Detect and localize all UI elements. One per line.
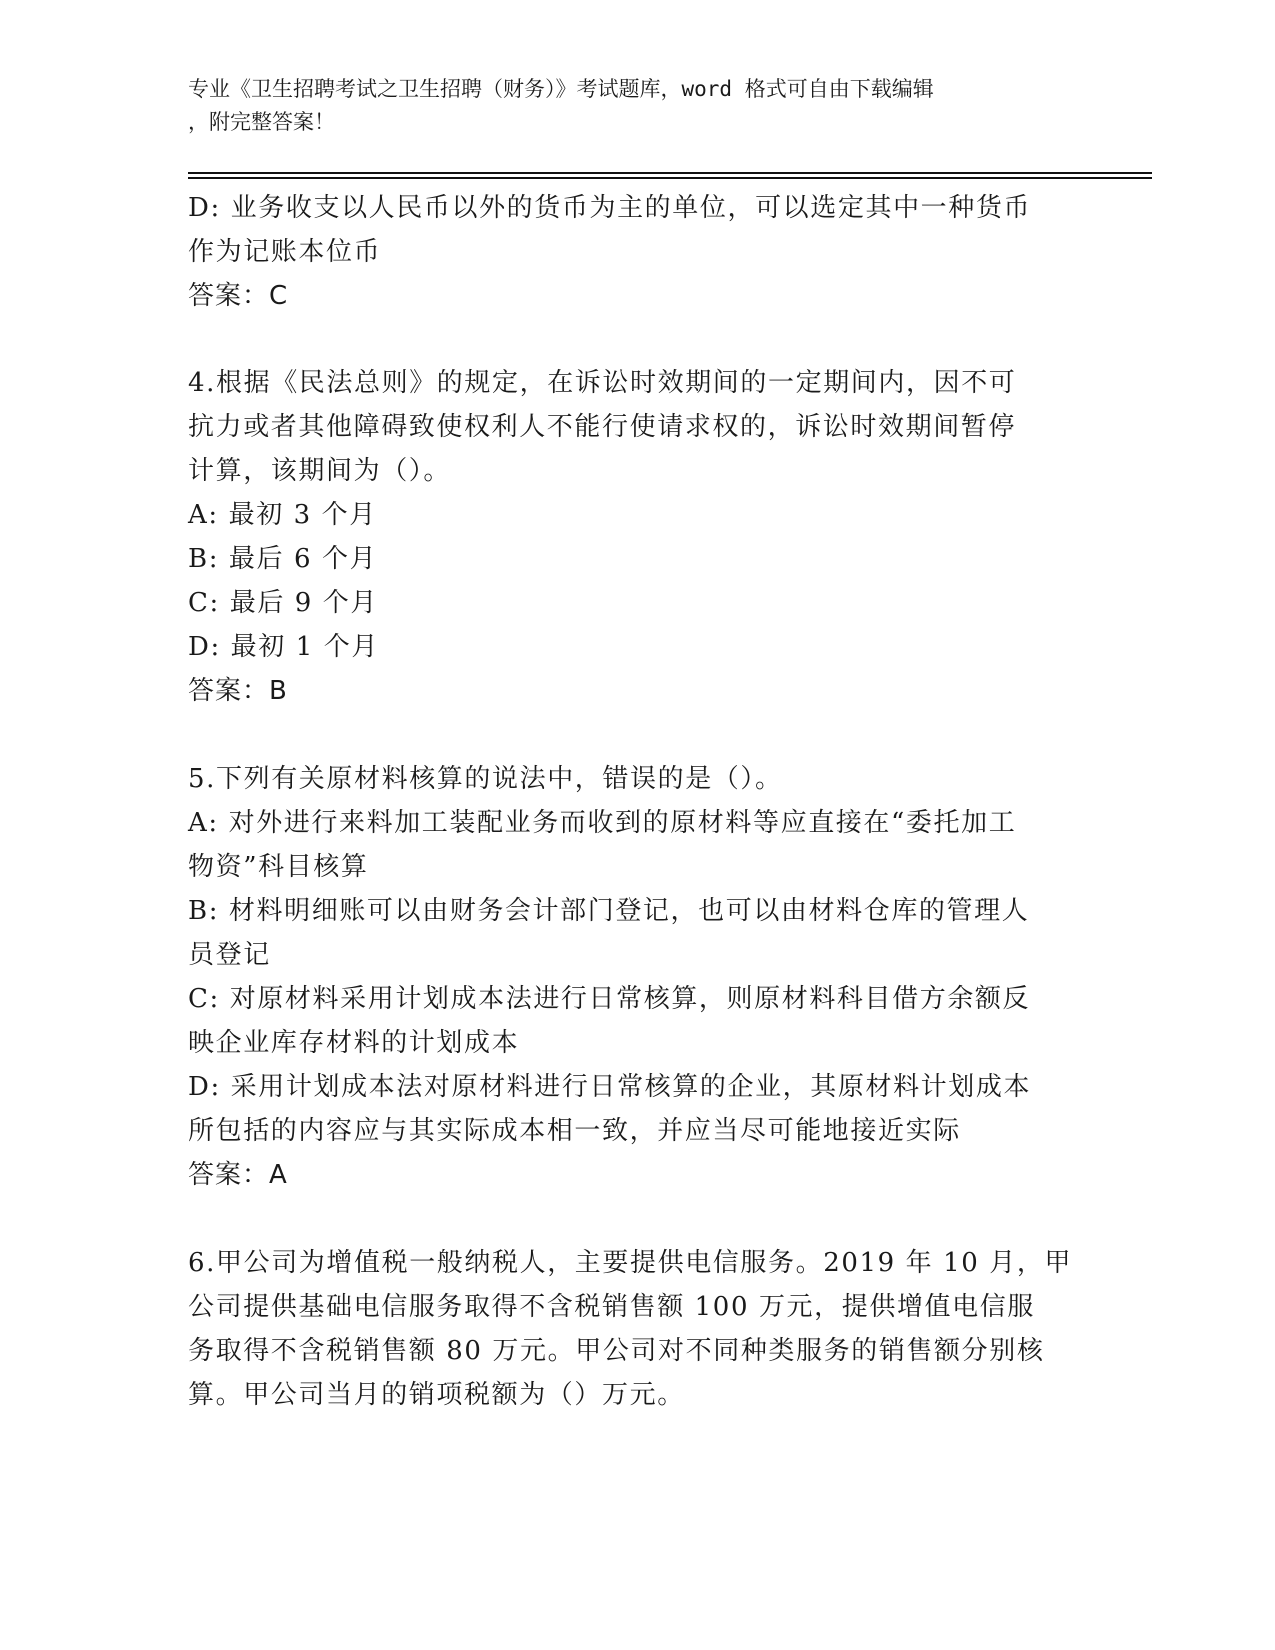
q3-option-d-line-2: 作为记账本位币 xyxy=(188,237,382,267)
q5-stem: 5.下列有关原材料核算的说法中，错误的是（）。 xyxy=(188,764,783,794)
q5-option-c-line-1: C: 对原材料采用计划成本法进行日常核算，则原材料科目借方余额反 xyxy=(188,984,1031,1014)
q4-stem-line-3: 计算，该期间为（）。 xyxy=(188,456,452,486)
header-title-line-1: 专业《卫生招聘考试之卫生招聘（财务）》考试题库，word 格式可自由下载编辑 xyxy=(188,77,934,101)
q5-option-b-line-1: B: 材料明细账可以由财务会计部门登记，也可以由材料仓库的管理人 xyxy=(188,896,1030,926)
q6-stem-line-4: 算。甲公司当月的销项税额为（）万元。 xyxy=(188,1380,685,1410)
q5-option-a-line-2: 物资”科目核算 xyxy=(188,852,369,882)
q5-option-d-line-1: D: 采用计划成本法对原材料进行日常核算的企业，其原材料计划成本 xyxy=(188,1072,1032,1102)
q5-answer: 答案：A xyxy=(188,1160,288,1190)
q6-stem-line-3: 务取得不含税销售额 80 万元。甲公司对不同种类服务的销售额分别核 xyxy=(188,1336,1045,1366)
q5-option-d-line-2: 所包括的内容应与其实际成本相一致，并应当尽可能地接近实际 xyxy=(188,1116,961,1146)
q5-option-a-line-1: A: 对外进行来料加工装配业务而收到的原材料等应直接在“委托加工 xyxy=(188,808,1017,838)
q3-answer: 答案：C xyxy=(188,281,289,311)
header-rule-bottom xyxy=(188,177,1152,179)
q4-option-d: D: 最初 1 个月 xyxy=(188,632,379,662)
q5-option-c-line-2: 映企业库存材料的计划成本 xyxy=(188,1028,520,1058)
q5-option-b-line-2: 员登记 xyxy=(188,940,271,970)
q4-option-c: C: 最后 9 个月 xyxy=(188,588,378,618)
q6-stem-line-2: 公司提供基础电信服务取得不含税销售额 100 万元，提供增值电信服 xyxy=(188,1292,1035,1322)
q6-stem-line-1: 6.甲公司为增值税一般纳税人，主要提供电信服务。2019 年 10 月，甲 xyxy=(188,1248,1073,1278)
q4-option-a: A: 最初 3 个月 xyxy=(188,500,377,530)
q4-stem-line-2: 抗力或者其他障碍致使权利人不能行使请求权的，诉讼时效期间暂停 xyxy=(188,412,1017,442)
header-rule-top xyxy=(188,172,1152,174)
q4-stem-line-1: 4.根据《民法总则》的规定，在诉讼时效期间的一定期间内，因不可 xyxy=(188,368,1017,398)
q4-answer: 答案：B xyxy=(188,676,288,706)
q4-option-b: B: 最后 6 个月 xyxy=(188,544,378,574)
header-title-line-2: ，附完整答案！ xyxy=(188,110,335,134)
q3-option-d-line-1: D: 业务收支以人民币以外的货币为主的单位，可以选定其中一种货币 xyxy=(188,193,1032,223)
